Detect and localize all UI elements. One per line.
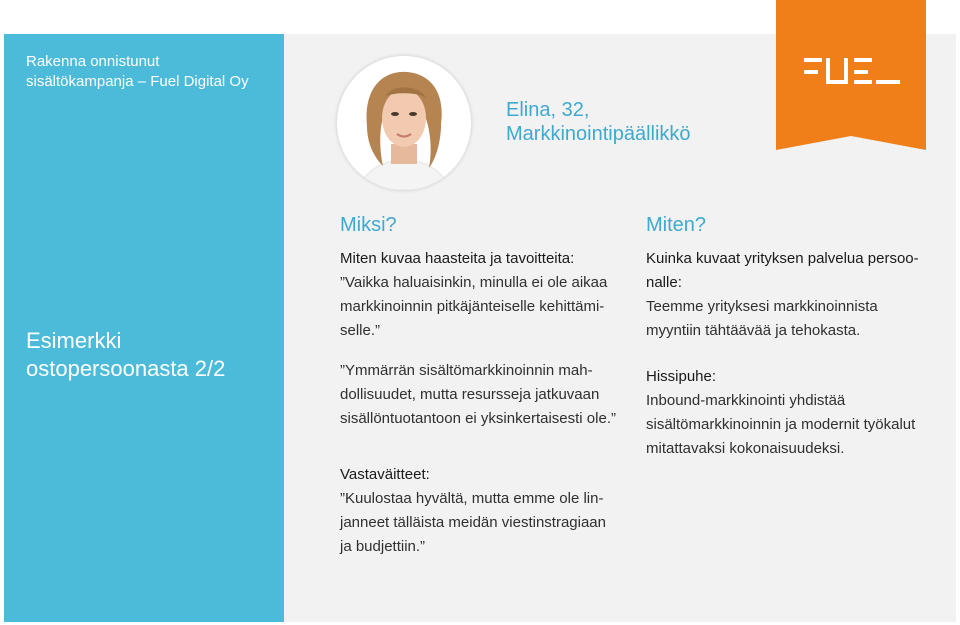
why-block-1-line-3: selle.” (340, 322, 381, 339)
how-block-1-text-b: myyntiin tähtäävää ja tehokasta. (646, 322, 861, 339)
why-block-2-line-3: sisällöntuotantoon ei yksinkertaisesti ole.” (340, 410, 616, 427)
sidebar-kicker (26, 52, 249, 92)
objections-line-1: ”Kuulostaa hyvältä, mutta emme ole lin- (340, 490, 604, 507)
persona-portrait-icon (337, 56, 471, 190)
why-block-1-line-2: markkinoinnin pitkäjänteiselle kehittämi- (340, 298, 605, 315)
objections-block (340, 463, 640, 559)
how-block-2-label: Hissipuhe: (646, 368, 717, 385)
why-block-2 (340, 359, 640, 431)
fuel-logo (776, 0, 926, 150)
why-block-2-line-2: dollisuudet, mutta resursseja jatkuvaan (340, 386, 600, 403)
how-block-2-text-b: sisältömarkkinoinnin ja modernit työkalut (646, 416, 916, 433)
how-title: Miten? (646, 214, 707, 236)
why-block-1-label: Miten kuvaa haasteita ja tavoitteita: (340, 250, 575, 267)
objections-label: Vastaväitteet: (340, 466, 430, 483)
how-block-1-line-2 (646, 271, 956, 319)
kicker-line-2: sisältökampanja – Fuel Digital Oy (26, 73, 249, 90)
how-block-1-label-b: nalle: (646, 274, 682, 291)
sidebar-heading (26, 327, 225, 383)
persona-avatar (337, 56, 471, 190)
persona-name: Elina, 32, (506, 99, 590, 121)
why-column (340, 213, 640, 431)
why-title: Miksi? (340, 214, 397, 236)
persona-role: Markkinointipäällikkö (506, 123, 691, 145)
how-block-2-line-1 (646, 365, 956, 413)
how-block-1-label-a: Kuinka kuvaat yrityksen palvelua persoo- (646, 250, 919, 267)
kicker-line-1: Rakenna onnistunut (26, 53, 160, 70)
why-block-2-line-1: ”Ymmärrän sisältömarkkinoinnin mah- (340, 362, 593, 379)
heading-line-1: Esimerkki (26, 328, 122, 353)
objections-lines (340, 463, 640, 559)
how-block-2-text-c: mitattavaksi kokonaisuudeksi. (646, 440, 845, 457)
why-block-1-line-1: ”Vaikka haluaisinkin, minulla ei ole aikaa (340, 274, 608, 291)
objections-line-3: ja budjettiin.” (340, 538, 426, 555)
sidebar (4, 34, 284, 622)
how-block-2-text-a: Inbound-markkinointi yhdistää (646, 392, 846, 409)
how-block-2 (646, 365, 956, 461)
fuel-logo-icon (776, 0, 926, 150)
why-block-1 (340, 247, 640, 343)
how-column (646, 213, 956, 461)
persona-title (506, 98, 691, 146)
heading-line-2: ostopersoonasta 2/2 (26, 356, 226, 381)
how-block-1 (646, 247, 956, 343)
how-block-1-text-a: Teemme yrityksesi markkinoinnista (646, 298, 878, 315)
objections-line-2: janneet tälläista meidän viestinstragiaan (340, 514, 606, 531)
